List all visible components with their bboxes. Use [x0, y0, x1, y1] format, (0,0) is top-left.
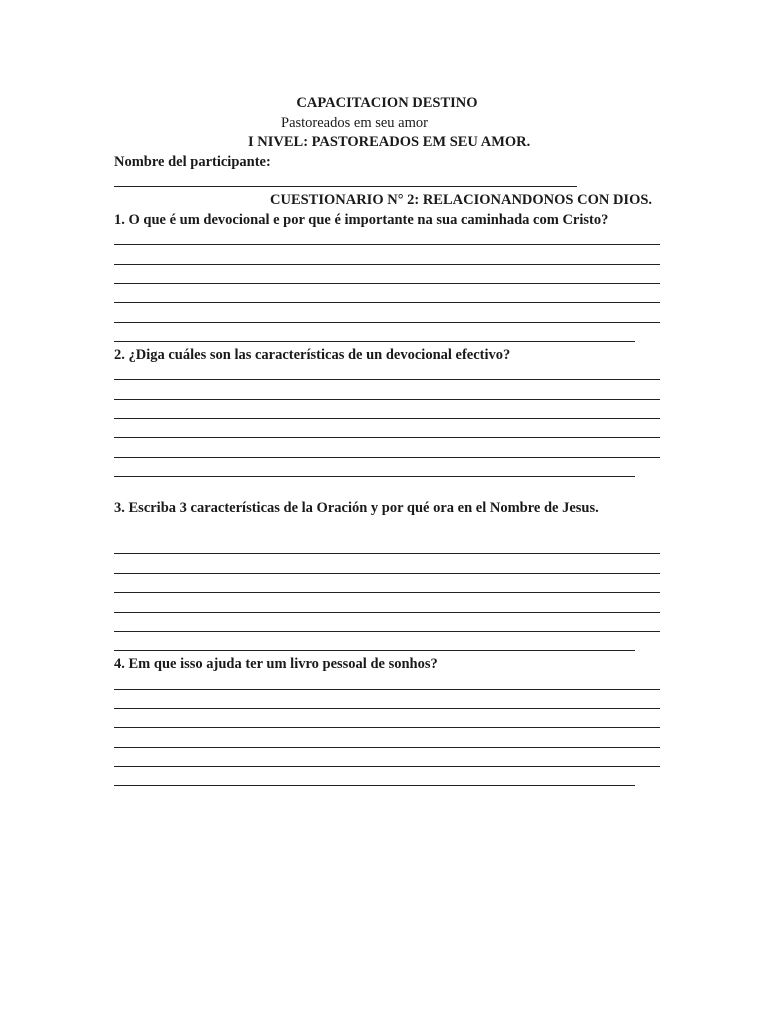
answer-line[interactable]	[114, 650, 635, 651]
answer-line[interactable]	[114, 708, 660, 709]
answer-line[interactable]	[114, 476, 635, 477]
answer-line[interactable]	[114, 573, 660, 574]
participant-name-label: Nombre del participante:	[114, 154, 271, 170]
answer-line[interactable]	[114, 592, 660, 593]
level-heading: I NIVEL: PASTOREADOS EM SEU AMOR.	[248, 134, 531, 150]
question-2: 2. ¿Diga cuáles son las características de un devocional efectivo?	[114, 347, 511, 363]
answer-line[interactable]	[114, 457, 660, 458]
answer-line[interactable]	[114, 766, 660, 767]
answer-line[interactable]	[114, 302, 660, 303]
answer-line[interactable]	[114, 689, 660, 690]
answer-line[interactable]	[114, 785, 635, 786]
answer-line[interactable]	[114, 612, 660, 613]
document-title: CAPACITACION DESTINO	[296, 95, 478, 111]
participant-name-line[interactable]	[114, 186, 577, 187]
answer-line[interactable]	[114, 631, 660, 632]
answer-line[interactable]	[114, 418, 660, 419]
answer-line[interactable]	[114, 379, 660, 380]
question-4: 4. Em que isso ajuda ter um livro pessoal de sonhos?	[114, 656, 438, 672]
answer-line[interactable]	[114, 341, 635, 342]
answer-line[interactable]	[114, 399, 660, 400]
answer-line[interactable]	[114, 264, 660, 265]
questionnaire-title: CUESTIONARIO N° 2: RELACIONANDONOS CON DIOS.	[270, 192, 653, 208]
answer-line[interactable]	[114, 244, 660, 245]
answer-line[interactable]	[114, 437, 660, 438]
answer-line[interactable]	[114, 283, 660, 284]
answer-line[interactable]	[114, 747, 660, 748]
answer-line[interactable]	[114, 322, 660, 323]
question-1: 1. O que é um devocional e por que é importante na sua caminhada com Cristo?	[114, 212, 609, 228]
answer-line[interactable]	[114, 553, 660, 554]
answer-line[interactable]	[114, 727, 660, 728]
document-subtitle: Pastoreados em seu amor	[281, 115, 428, 131]
question-3: 3. Escriba 3 características de la Oración y por qué ora en el Nombre de Jesus.	[114, 500, 599, 516]
